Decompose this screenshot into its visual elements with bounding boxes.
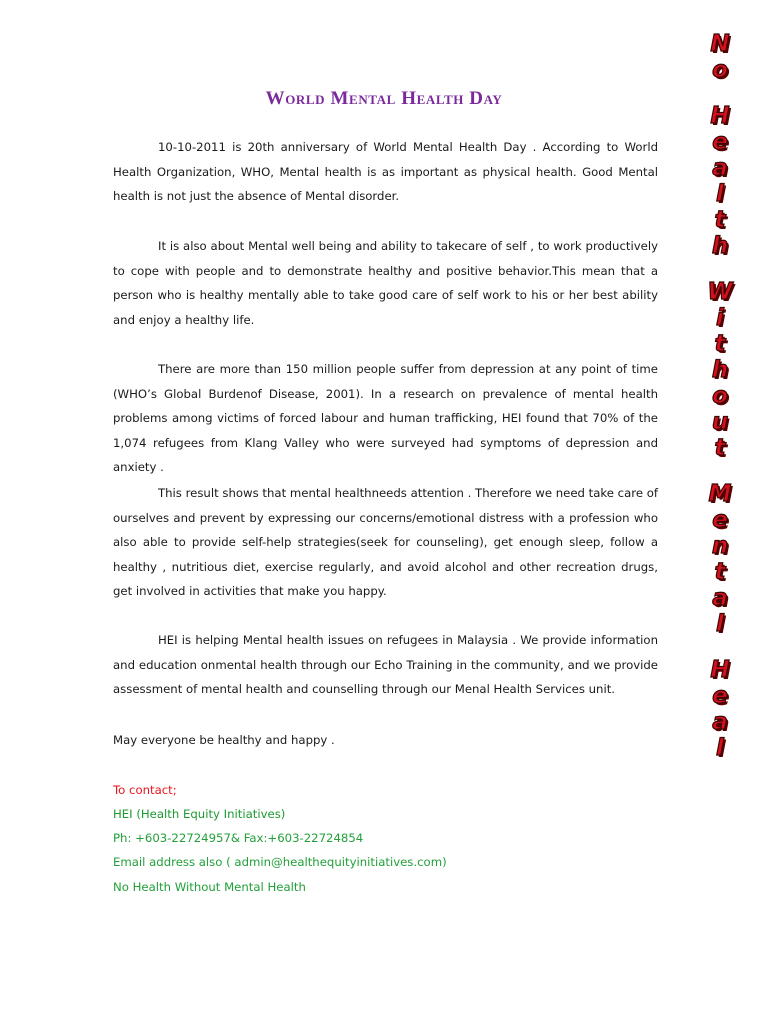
vertical-slogan-banner [700, 32, 740, 1022]
vertical-banner-letter: o [712, 57, 728, 83]
vertical-banner-letter: h [711, 357, 729, 383]
vertical-banner-letter: e [712, 129, 728, 155]
vertical-banner-letter: e [712, 683, 728, 709]
paragraph-2: It is also about Mental well being and ability to takecare of self , to work productively to cope with people and to demonstrate healthy and positive behavior.This mean that a person who is healthy mentally able to take good care of self work to his or her best ability and enjoy a healthy life. [113, 239, 658, 327]
vertical-banner-letter: W [707, 279, 733, 305]
vertical-banner-letter: a [712, 155, 728, 181]
paragraph-3: There are more than 150 million people suffer from depression at any point of time (WHO’s Global Burdenof Disease, 2001). In a research on prevalence of mental health problems among victims of forced labour and human trafficking, HEI found that 70% of the 1,074 refugees from Klang Valley who were surveyed had symptoms of depression and anxiety . [113, 362, 658, 475]
vertical-banner-letter: e [712, 507, 728, 533]
vertical-banner-letter: l [716, 611, 724, 637]
closing-line: May everyone be healthy and happy . [113, 733, 335, 747]
paragraph-1: 10-10-2011 is 20th anniversary of World Mental Health Day . According to World Health Organization, WHO, Mental health is as important as physical health. Good Mental health is not just the absence of Mental disorder. [113, 140, 658, 204]
vertical-banner-letter: l [716, 735, 724, 761]
vertical-banner-letter: h [711, 233, 729, 259]
vertical-banner-letter: t [714, 207, 726, 233]
vertical-banner-letter: t [714, 331, 726, 357]
vertical-banner-letter: M [708, 481, 732, 507]
vertical-banner-letter: n [711, 533, 729, 559]
paragraph-5: HEI is helping Mental health issues on refugees in Malaysia . We provide information and education onmental health through our Echo Training in the community, and we provide assessment of mental health and counselling through our Menal Health Services unit. [113, 633, 658, 697]
contact-slogan: No Health Without Mental Health [113, 880, 306, 894]
vertical-banner-letter: o [712, 383, 728, 409]
contact-organization: HEI (Health Equity Initiatives) [113, 807, 286, 821]
contact-email: Email address also ( admin@healthequityinitiatives.com) [113, 855, 447, 869]
vertical-banner-letter: t [714, 559, 726, 585]
vertical-banner-letter: u [711, 409, 729, 435]
vertical-banner-letter: a [712, 585, 728, 611]
paragraph-4: This result shows that mental healthneeds attention . Therefore we need take care of ourselves and prevent by expressing our concerns/emotional distress with a profession who also able to provide self-help strategies(seek for counseling), get enough sleep, follow a healthy , nutritious diet, exercise regularly, and avoid alcohol and other recreation drugs, get involved in activities that make you happy. [113, 486, 658, 599]
vertical-banner-letter: l [716, 181, 724, 207]
contact-phone-fax: Ph: +603-22724957& Fax:+603-22724854 [113, 831, 364, 845]
vertical-banner-letter: t [714, 435, 726, 461]
vertical-banner-letter: a [712, 709, 728, 735]
vertical-banner-letter: N [710, 31, 730, 57]
vertical-banner-letter: H [710, 103, 730, 129]
document-title: World Mental Health Day [265, 88, 503, 109]
contact-heading: To contact; [113, 783, 177, 797]
vertical-banner-letter: H [710, 657, 730, 683]
vertical-banner-letter: i [716, 305, 724, 331]
